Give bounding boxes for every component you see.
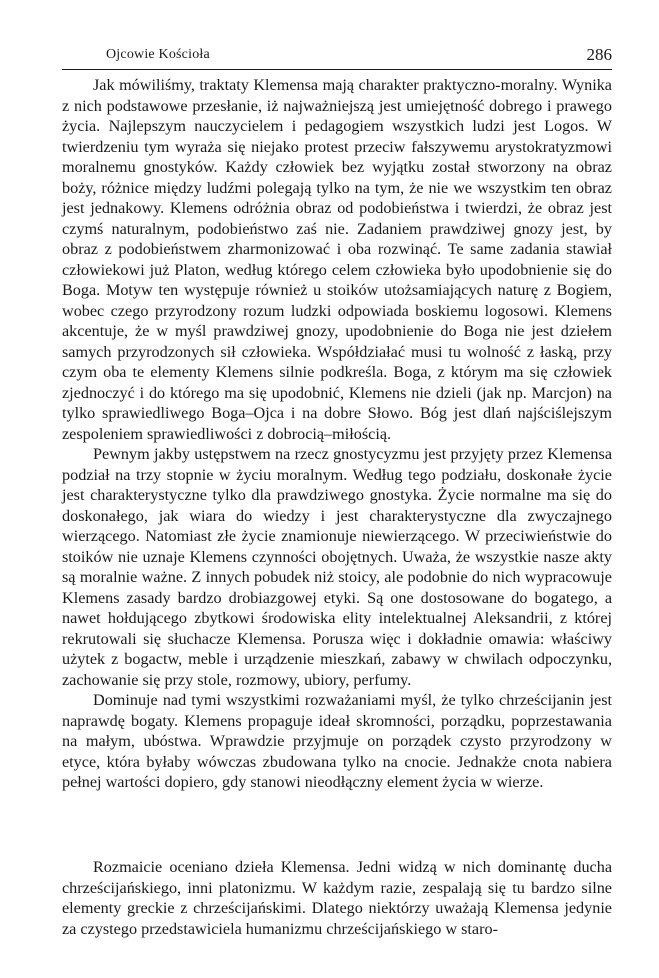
running-title: Ojcowie Kościoła — [106, 47, 210, 62]
page-number: 286 — [586, 45, 612, 64]
section-text — [62, 857, 612, 939]
paragraph: Pewnym jakby ustępstwem na rzecz gnostycyzmu jest przyjęty przez Klemensa podział na trzy stopnie w życiu moralnym. Według tego podziału, doskonałe życie jest charakterystyczne tylko dla prawdziwego gnostyka. Życie normalne ma się do doskonałego, jak wiara do wiedzy i jest charakterystyczne dla zwyczajnego wierzącego. Natomiast złe życie znamionuje niewierzącego. W przeciwieństwie do stoików nie uznaje Klemens czynności obojętnych. Uważa, że wszystkie nasze akty są moralnie ważne. Z innych pobudek niż stoicy, ale podobnie do nich wypracowuje Klemens zasady bardzo drobiazgowej etyki. Są one dostosowane do bogatego, a nawet hołdującego zbytkowi środowiska elity intelektualnej Aleksandrii, z której rekrutowali się słuchacze Klemensa. Porusza więc i dokładnie omawia: właściwy użytek z bogactw, meble i urządzenie mieszkań, zabawy w chwilach odpoczynku, zachowanie się przy stole, rozmowy, ubiory, perfumy. — [62, 445, 612, 689]
paragraph: Dominuje nad tymi wszystkimi rozważaniami myśl, że tylko chrześcijanin jest naprawdę bogaty. Klemens propaguje ideał skromności, porządku, poprzestawania na małym, ubóstwa. Wprawdzie przyjmuje on porządek czysto przyrodzony w etyce, która byłaby wówczas zbudowana tylko na cnocie. Jednakże cnota nabiera pełnej wartości dopiero, gdy stanowi nieodłączny element życia w wierze. — [62, 691, 612, 791]
running-header — [62, 45, 612, 70]
main-text — [62, 75, 612, 793]
paragraph: Jak mówiliśmy, traktaty Klemensa mają charakter praktyczno-moralny. Wynika z nich podstawowe przesłanie, iż najważniejszą jest umiejętność dobrego i prawego życia. Najlepszym nauczycielem i pedagogiem wszystkich ludzi jest Logos. W twierdzeniu tym wyraża się niejako protest przeciw fałszywemu arystokratyzmowi moralnemu gnostyków. Każdy człowiek bez wyjątku został stworzony na obraz boży, różnice między ludźmi polegają tylko na tym, że nie we wszystkim ten obraz jest jednakowy. Klemens odróżnia obraz od podobieństwa i twierdzi, że obraz jest czymś naturalnym, podobieństwo zaś nie. Zadaniem prawdziwej gnozy jest, by obraz z podobieństwem zharmonizować i oba rozwinąć. Te same zadania stawiał człowiekowi już Platon, według którego celem człowieka było upodobnienie się do Boga. Motyw ten występuje również u stoików utożsamiających naturę z Bogiem, wobec czego przyrodzony rozum ludzki odpowiada boskiemu logosowi. Klemens akcentuje, że w myśl prawdziwej gnozy, upodobnienie do Boga nie jest dziełem samych przyrodzonych sił człowieka. Współdziałać musi tu wolność z łaską, przy czym oba te elementy Klemens silnie podkreśla. Boga, z którym ma się człowiek zjednoczyć i do którego ma się upodobnić, Klemens nie dzieli (jak np. Marcjon) na tylko sprawiedliwego Boga–Ojca i na dobre Słowo. Bóg jest dlań najściślejszym zespoleniem sprawiedliwości z dobrocią–miłością. — [62, 76, 612, 443]
paragraph: Rozmaicie oceniano dzieła Klemensa. Jedni widzą w nich dominantę ducha chrześcijańskiego, inni platonizmu. W każdym razie, zespalają się tu bardzo silne elementy greckie z chrześcijańskimi. Dlatego niektórzy uważają Klemensa jedynie za czystego przedstawiciela humanizmu chrześcijańskiego w staro- — [62, 858, 612, 938]
